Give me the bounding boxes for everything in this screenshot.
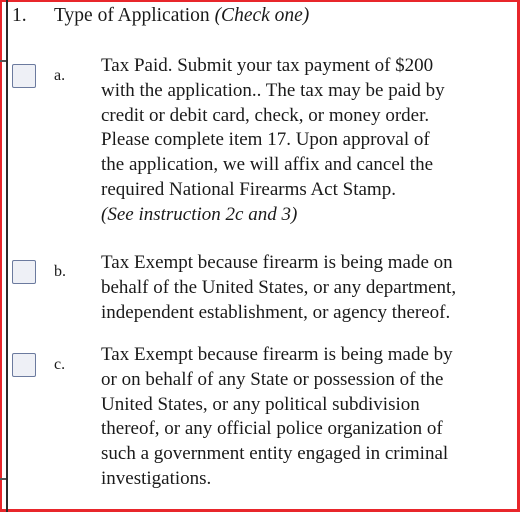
checkbox-tax-paid[interactable]: [12, 64, 36, 88]
option-b-line: Tax Exempt because firearm is being made on: [101, 252, 453, 273]
question-title: Type of Application: [54, 5, 210, 26]
option-letter-c: c.: [54, 356, 66, 373]
option-c-line: thereof, or any official police organization of: [101, 418, 443, 440]
question-note: (Check one): [214, 5, 310, 26]
checkbox-tax-exempt-state[interactable]: [12, 353, 36, 377]
option-letter-a: a.: [54, 67, 66, 84]
edge-tick: [0, 478, 6, 480]
option-c-text: [101, 343, 506, 492]
option-c-line: United States, or any political subdivision: [101, 393, 420, 415]
question-number: 1.: [12, 5, 27, 26]
checkbox-tax-exempt-us[interactable]: [12, 260, 36, 284]
option-a-line: required National Firearms Act Stamp.: [101, 178, 396, 200]
option-a-instruction: (See instruction 2c and 3): [101, 203, 298, 225]
option-a-line: with the application.. The tax may be paid by: [101, 79, 445, 101]
option-c-line: investigations.: [101, 467, 212, 489]
option-letter-b: b.: [54, 263, 66, 280]
edge-tick: [0, 60, 6, 62]
option-c-line: or on behalf of any State or possession of the: [101, 368, 444, 390]
option-b-line: behalf of the United States, or any department,: [101, 276, 457, 298]
option-b-text: [101, 251, 506, 325]
question-header: [12, 5, 309, 27]
option-c-line: Tax Exempt because firearm is being made by: [101, 344, 453, 365]
option-a-line: credit or debit card, check, or money order.: [101, 104, 430, 126]
option-b-line: independent establishment, or agency thereof.: [101, 301, 451, 323]
option-a-text: [101, 54, 506, 228]
option-c-line: such a government entity engaged in criminal: [101, 443, 449, 465]
option-a-line: the application, we will affix and cancel the: [101, 154, 434, 176]
left-border-line: [6, 0, 8, 512]
option-a-line: Tax Paid. Submit your tax payment of $200: [101, 55, 434, 76]
option-a-line: Please complete item 17. Upon approval of: [101, 129, 430, 151]
